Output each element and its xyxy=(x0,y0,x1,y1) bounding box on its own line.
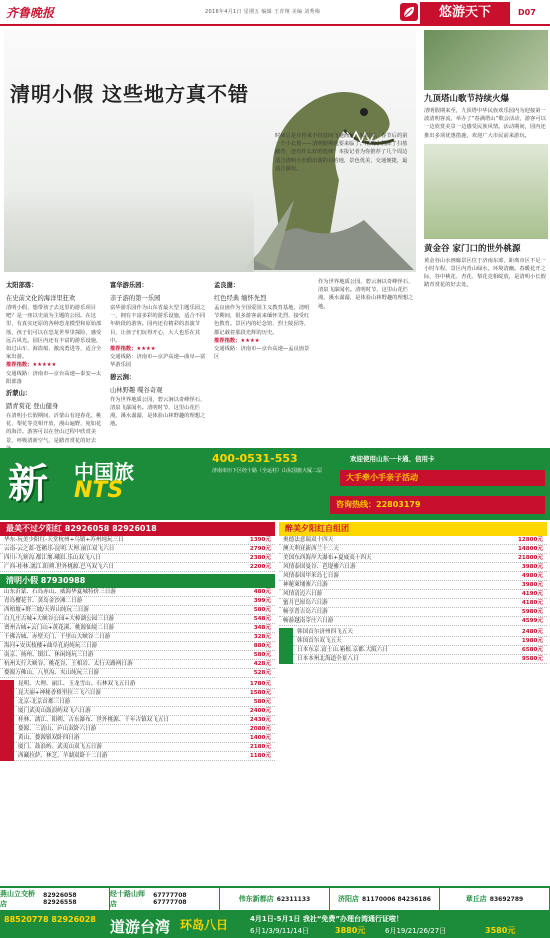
route-name: 昆大丽+神秘香格里拉三飞六日游 xyxy=(18,690,101,696)
ad-brand: 中国旅 xyxy=(74,460,134,484)
route-list xyxy=(0,588,275,678)
ad-banner: 最美不过夕阳红 82926058 82926018 xyxy=(0,522,275,536)
branch-phone[interactable]: 67777708 67777708 xyxy=(153,892,187,906)
article-column-2 xyxy=(110,278,208,428)
ad-banner: 醉美夕阳红自组团 xyxy=(279,522,547,536)
right-title-1: 九顶塔山歌节持续火爆 xyxy=(424,94,510,104)
route-row xyxy=(279,572,547,581)
route-row xyxy=(14,743,275,752)
route-row xyxy=(279,599,547,608)
branch-name: 济阳店 xyxy=(338,895,360,903)
route-price: 348元 xyxy=(253,625,271,631)
route-name: 千佛古城、赤壁天门、千里山大峡谷二日游 xyxy=(4,634,111,640)
spot-text: 富华游乐园作为山东省最大型主题乐园之一，拥有丰富多彩的游乐设施，适合不同年龄段的游客。园内还有精彩的表演节目，让孩子们玩得开心，大人也乐在其中。 xyxy=(110,305,206,344)
route-row xyxy=(279,545,547,554)
route-price: 1390元 xyxy=(249,537,271,543)
route-price: 2200元 xyxy=(249,564,271,570)
route-row xyxy=(14,716,275,725)
route-price: 1580元 xyxy=(249,690,271,696)
route-row xyxy=(0,588,275,597)
spot-text: 孟良崮作为全国爱国主义教育基地，清明节期间，很多游客前来缅怀先烈、接受红色教育。景区内的纪念馆、烈士陵园等，都记载着那段光辉的历史。 xyxy=(214,305,310,336)
route-price: 1980元 xyxy=(521,638,543,644)
route-list xyxy=(0,680,275,761)
route-price: 2380元 xyxy=(249,555,271,561)
rocks-foreground xyxy=(4,190,254,272)
ad-welcome: 欢迎使用山东一卡通、信用卡 xyxy=(350,455,435,463)
route-list xyxy=(0,536,275,572)
ad-slogan: 大手牵小手亲子活动 xyxy=(340,470,545,486)
route-name: 蜜月巴厘岛六日游 xyxy=(283,600,328,606)
route-row xyxy=(279,563,547,572)
branch-name: 章丘店 xyxy=(465,895,487,903)
promo-price: 3880元 xyxy=(335,926,366,935)
route-name: 澳大利亚新西兰十二天 xyxy=(283,546,339,552)
route-price: 580元 xyxy=(253,699,271,705)
ad-big-character: 新 xyxy=(8,460,48,507)
route-list xyxy=(279,536,547,626)
branch-phone[interactable]: 81170006 84236186 xyxy=(362,895,431,903)
rating: 推荐指数：★★★★ xyxy=(214,337,260,344)
route-name: 风情清迈六日游 xyxy=(283,591,323,597)
route-price: 3980元 xyxy=(521,564,543,570)
route-row xyxy=(14,707,275,716)
promo-dates: 6月19/21/26/27日 xyxy=(385,927,447,935)
route-name: 韩国首尔济州四飞五天 xyxy=(297,629,353,635)
spot-text: 清明小假，想带孩子去这里的游乐项目吧？是一座以史前为主题的公园。在这里，有真实还原的各种恐龙模型和原始部落，孩子们可以在恐龙世界里探险，感受远古风光。园区内还有丰富的游乐设施，如过山车、海盗船、激流勇进等，适合全家出游。 xyxy=(6,305,102,361)
rating: 推荐指数：★★★★★ xyxy=(6,362,57,369)
branch-item xyxy=(0,888,110,910)
page-number: D07 xyxy=(518,8,536,17)
spot-subtitle: 亲子游的第一乐园 xyxy=(110,295,161,302)
branch-name: 经十路山师店 xyxy=(110,890,145,908)
route-price: 12800元 xyxy=(517,537,543,543)
route-name: 厦门、鼓浪屿、武夷山双飞五日游 xyxy=(18,744,102,750)
route-name: 厦门武夷山鼓浪屿双飞六日游 xyxy=(18,708,91,714)
ad-right-column xyxy=(279,522,547,664)
branch-name: 伟东新都店 xyxy=(238,895,274,903)
route-row xyxy=(0,660,275,669)
route-name: 白儿庄古城+大峡谷公园+大樟湖公园三日游 xyxy=(4,616,115,622)
route-price: 1180元 xyxy=(249,753,271,759)
route-name: 韩国首尔双飞五天 xyxy=(297,638,342,644)
newspaper-logo: 齐鲁晚报 xyxy=(6,6,55,20)
route-price: 399元 xyxy=(253,598,271,604)
route-name: 云南-云之蓝-苍鹅乐-昆明.大理.丽江双飞六日 xyxy=(4,546,115,552)
route-name: 广西-桂林.漓江.阳朔.世外桃源.巴马双飞六日 xyxy=(4,564,114,570)
route-row xyxy=(0,633,275,642)
spot-title: 碧云涧： xyxy=(110,373,136,381)
route-name: 昆明、大理、丽江、玉龙雪山、石林双飞五日游 xyxy=(18,681,136,687)
route-price: 1400元 xyxy=(249,735,271,741)
route-name: 风情泰国甲米岛七日游 xyxy=(283,573,339,579)
taiwan-promo-band xyxy=(0,912,550,938)
route-row xyxy=(0,624,275,633)
ad-left-column xyxy=(0,522,275,761)
route-name: 婺源万佛山、八里沟、夹山纯玩三日游 xyxy=(4,670,100,676)
route-price: 328元 xyxy=(253,634,271,640)
spot-text: 作为世界地质公园，碧云涧以奇峰怪石、清泉飞瀑闻名。清明时节，这里山花烂漫，溪水潺潺，是体验山林野趣的理想之地。 xyxy=(318,279,414,310)
rating: 推荐指数：★★★★ xyxy=(110,346,156,353)
promo-price: 3580元 xyxy=(485,926,516,935)
right-text-2: 黄金谷山水画廊景区位于济南东部，距离市区不足一小时车程，景区内青山绿水，环境清幽。春暖花开之际，谷中桃花、杏花、梨花竞相绽放，是清明小长假踏青赏花的好去处。 xyxy=(424,257,546,289)
issue-meta: 2016年4月1日 星期五 编辑 王青翔 美编 刘秀梅 xyxy=(205,9,321,15)
route-name: 海河+安庆枝楼+曲阜孔府纯玩三日游 xyxy=(4,643,98,649)
route-price: 2180元 xyxy=(249,744,271,750)
traffic-info: 交通线路：济南市—京台高速—孟良崮景区 xyxy=(214,346,310,361)
route-name: 婺源、三清山、庐山双卧六日游 xyxy=(18,726,97,732)
branch-phone[interactable]: 82926058 82926558 xyxy=(43,892,77,906)
route-name: 杭州太行大峡谷、桃花谷、王相岩、太行天路两日游 xyxy=(4,661,133,667)
branch-item xyxy=(330,888,440,910)
route-price: 580元 xyxy=(253,607,271,613)
route-price: 580元 xyxy=(253,652,271,658)
branch-phone[interactable]: 83692789 xyxy=(489,895,524,903)
route-price: 2790元 xyxy=(249,546,271,552)
route-row xyxy=(279,590,547,599)
route-price: 9580元 xyxy=(521,656,543,662)
route-name: 西藏拉萨、林芝、羊湖双卧十二日游 xyxy=(18,753,108,759)
route-row xyxy=(0,554,275,563)
right-title-2: 黄金谷 家门口的世外桃源 xyxy=(424,243,521,254)
branch-phone[interactable]: 62311133 xyxy=(276,895,311,903)
ad-phone[interactable]: 400-0531-553 xyxy=(212,452,298,465)
route-price: 528元 xyxy=(253,670,271,676)
route-price: 4190元 xyxy=(521,591,543,597)
route-row xyxy=(14,689,275,698)
route-row xyxy=(14,680,275,689)
route-price: 480元 xyxy=(253,589,271,595)
route-name: 神秘柬埔寨六日游 xyxy=(283,582,328,588)
route-name: 风情泰国曼谷、芭堤雅六日游 xyxy=(283,564,356,570)
route-row xyxy=(14,734,275,743)
route-row xyxy=(0,536,275,545)
promo-dates: 6月1/3/9/11/14日 xyxy=(250,927,310,935)
promo-phone[interactable]: 88520778 82926028 xyxy=(4,915,96,924)
route-price: 880元 xyxy=(253,643,271,649)
route-price: 2480元 xyxy=(521,629,543,635)
branch-list xyxy=(0,886,550,912)
route-price: 6580元 xyxy=(521,647,543,653)
spot-subtitle: 红色经典 缅怀先烈 xyxy=(214,295,267,302)
route-row xyxy=(0,615,275,624)
route-price: 548元 xyxy=(253,616,271,622)
route-name: 贾州古城+云门山+黄花溪、桃源仙境二日游 xyxy=(4,625,115,631)
route-price: 1780元 xyxy=(249,681,271,687)
route-row xyxy=(279,581,547,590)
spot-text: 在清明小长假期间，沂蒙山有迎春花、桃花、梨花等竞相开放，漫山遍野，宛如花的海洋。游客可以在登山过程中欣赏美景，呼吸清新空气，是踏青赏花的好去 xyxy=(6,413,102,444)
route-price: 4980元 xyxy=(521,573,543,579)
spot-subtitle: 踏青赏花 登山健身 xyxy=(6,403,59,411)
route-list xyxy=(279,628,547,664)
article-column-3 xyxy=(214,278,312,361)
route-row xyxy=(279,608,547,617)
route-name: 桂林、漓江、阳朔、古东瀑布、世外桃源、千年古镇双飞五日 xyxy=(18,717,170,723)
route-name: 黄山、婺源镇双卧四日游 xyxy=(18,735,80,741)
section-title: 悠游天下 xyxy=(420,2,510,24)
route-row xyxy=(293,655,547,664)
route-name: 西柏坡+野三坡/天界山纯玩三日游 xyxy=(4,607,89,613)
spot-title: 富华游乐园： xyxy=(110,282,148,289)
right-column xyxy=(424,30,548,290)
leaf-icon xyxy=(400,3,418,21)
route-name: 青岛樱花节、黄岛金沙滩二日游 xyxy=(4,598,83,604)
route-price: 2080元 xyxy=(249,726,271,732)
intro-paragraph: 时间总是在你来不经意间飞驰而过，转眼间，春节后的第一个小长假——清明假期就要来临了。清明小假除了扫墓踏青，还有什么好的选择？本报记者为你推荐了几个周边适合清明小长假出游的目的地，景色优美，交通便捷，最适合游玩。 xyxy=(275,133,408,172)
route-name: 南京、扬州、镇江、休闲纯玩三日游 xyxy=(4,652,94,658)
branch-item xyxy=(220,888,330,910)
spot-subtitle: 山林野趣 喋谷奇观 xyxy=(110,386,163,394)
route-row xyxy=(279,536,547,545)
route-row xyxy=(0,651,275,660)
route-price: 4180元 xyxy=(521,600,543,606)
branch-item xyxy=(110,888,220,910)
route-price: 2400元 xyxy=(249,708,271,714)
ad-banner: 清明小假 87930988 xyxy=(0,574,275,588)
spot-title: 孟良崮： xyxy=(214,282,240,289)
valley-photo xyxy=(424,144,548,239)
article-column-1 xyxy=(6,278,104,453)
route-row xyxy=(0,545,275,554)
page-header xyxy=(0,0,550,26)
spot-title: 沂蒙山： xyxy=(6,390,32,398)
promo-tour: 环岛八日 xyxy=(180,918,229,932)
route-row xyxy=(279,617,547,626)
spot-title: 太阳部落： xyxy=(6,282,38,289)
route-name: 畅游越南芽庄六日游 xyxy=(283,618,334,624)
ad-address: 济南市历下区经十路（全运村）山东国旅大厦二层 xyxy=(212,468,323,474)
route-row xyxy=(293,646,547,655)
tower-photo xyxy=(424,30,548,90)
ad-brand-abbr: NTS xyxy=(74,478,124,503)
route-name: 四川-九寨沟.都江堰.峨眉.乐山双飞八日 xyxy=(4,555,101,561)
route-row xyxy=(293,628,547,637)
route-price: 21800元 xyxy=(517,555,543,561)
route-row xyxy=(14,698,275,707)
route-name: 日本本州北海道全景八日 xyxy=(297,656,359,662)
route-row xyxy=(14,752,275,761)
page-title: 清明小假 这些地方真不错 xyxy=(10,82,249,106)
route-row xyxy=(293,637,547,646)
route-name: 北京-北京首都三日游 xyxy=(18,699,71,705)
route-price: 4599元 xyxy=(521,618,543,624)
route-row xyxy=(0,597,275,606)
route-name: 奥德法意瑞双十四天 xyxy=(283,537,334,543)
article-column-4 xyxy=(318,278,418,311)
route-row xyxy=(0,669,275,678)
route-row xyxy=(0,563,275,572)
route-row xyxy=(14,725,275,734)
ad-hotline[interactable]: 咨询热线：22803179 xyxy=(330,496,545,514)
route-name: 畅享普吉岛六日游 xyxy=(283,609,328,615)
route-name: 日本东京.富士山.箱根.京都.大阪六日 xyxy=(297,647,389,653)
traffic-info: 交通线路：济南市—京沪高速—曲阜—富华游乐园 xyxy=(110,354,206,369)
route-row xyxy=(0,642,275,651)
traffic-info: 交通线路：济南市—京台高速—泰安—太阳部落 xyxy=(6,370,102,385)
route-price: 428元 xyxy=(253,661,271,667)
route-price: 14800元 xyxy=(517,546,543,552)
route-price: 3980元 xyxy=(521,582,543,588)
route-name: 山东沂蒙、石岛赤山、威海华夏城特价三日游 xyxy=(4,589,116,595)
route-price: 5980元 xyxy=(521,609,543,615)
promo-offer: 4月1日-5月1日 我社“免费”办理台湾通行证啦！ xyxy=(250,915,404,923)
route-row xyxy=(279,554,547,563)
route-name: 华东-玩美少阳红-天堂杭州+乌镇+苏州纯玩三日 xyxy=(4,537,124,543)
branch-item xyxy=(440,888,550,910)
promo-destination: 道游台湾 xyxy=(110,918,171,936)
branch-name: 燕山立交桥店 xyxy=(0,890,35,908)
spot-text: 作为世界地质公园，碧云涧以奇峰怪石、清泉飞瀑闻名。清明时节，这里山花烂漫，溪水潺潺，是体验山林野趣的理想之地。 xyxy=(110,396,206,428)
route-row xyxy=(0,606,275,615)
spot-subtitle: 在史前文化的海洋里狂欢 xyxy=(6,295,76,302)
right-text-1: 清明假期来至，九顶塔中华民族欢乐园内为迎接第一波清明客流，举办了“春满塔山”歌会活动，游客可以一边欣赏美景一边感受民族风情。活动期间，园内还推出多项优惠措施，欢迎广大市民前来游玩。 xyxy=(424,108,547,139)
route-price: 2430元 xyxy=(249,717,271,723)
route-name: 美国东西海岸大瀑布+夏威夷十四天 xyxy=(283,555,372,561)
